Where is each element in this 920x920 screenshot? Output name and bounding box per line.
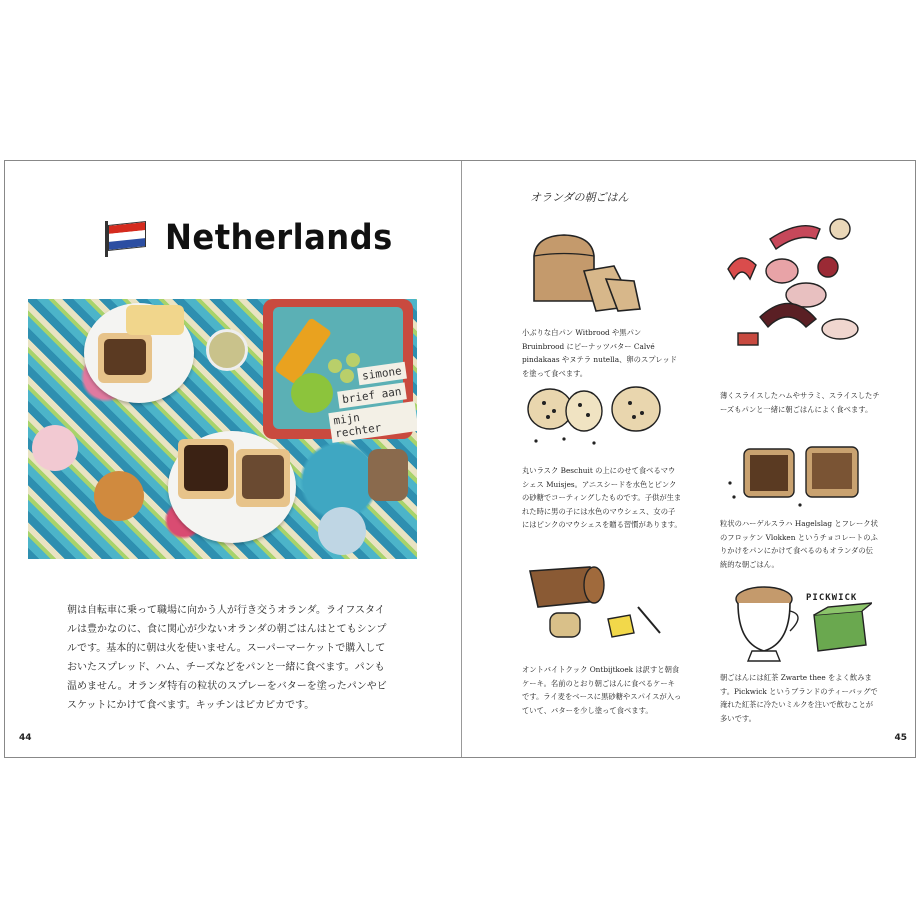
hagelslag-toast-icon (720, 443, 870, 513)
caption-tea: 朝ごはんには紅茶 Zwarte thee をよく飲みます。Pickwick というブランドのティーバッグで淹れた紅茶に冷たいミルクを注いで飲むことが多いです。 (720, 673, 878, 723)
caption-hagelslag: 粒状のハーゲルスラハ Hagelslag とフレーク状のフロッケン Vlokken というチョコレートのふりかけをパンにかけて食べるのもオランダの伝統的な朝ごはん。 (720, 519, 878, 569)
caption-beschuit: 丸いラスク Beschuit の上にのせて食べるマウシェス Muisjes。アニスシードを水色とピンクの砂糖でコーティングしたものです。子供が生まれた時に男の子には水色のマウシェス、女の子にはピンクのマウシェスを贈る習慣があります。 (522, 466, 682, 529)
left-body-text: 朝は自転車に乗って職場に向かう人が行き交うオランダ。ライフスタイルは豊かなのに、食に関心が少ないオランダの朝ごはんはとてもシンプルです。基本的に朝は火を使いません。スーパーマーケットで購入しておいたスプレッド、ハム、チーズなどをパンと一緒に食べます。パンも温めません。オランダ特有の粒状のスプレーをバターを塗ったパンやビスケットにかけて食べます。キッチンはピカピカです。 (67, 605, 387, 711)
netherlands-flag-icon (105, 221, 147, 255)
page-number-left: 44 (19, 733, 32, 743)
right-page (462, 161, 917, 757)
pickwick-label: PICKWICK (806, 593, 858, 603)
bread-loaf-icon (524, 221, 644, 321)
caption-meat: 薄くスライスしたハムやサラミ、スライスしたチーズもパンと一緒に朝ごはんによく食べます。 (720, 391, 880, 414)
beschuit-rusk-icon (524, 383, 664, 449)
caption-bread: 小ぶりな白パン Witbrood や黒パン Bruinbrood にピーナッツバター Calvé pindakaas やヌテラ nutella、卵のスプレッドを塗って食べます。 (522, 328, 678, 378)
title-row (105, 213, 413, 263)
ham-salami-icon (720, 209, 870, 359)
photo-card-line: mijn rechter (328, 401, 417, 443)
book-spread (4, 160, 916, 758)
country-title: Netherlands (165, 218, 393, 258)
photo-card-line: brief aan (337, 382, 406, 408)
caption-ontbijtkoek: オントバイトクック Ontbijtkoek は訳すと朝食ケーキ。名前のとおり朝ごはんに食べるケーキです。ライ麦をベースに黒砂糖やスパイスが入っていて、バターを少し塗って食べます。 (522, 665, 682, 715)
left-page (5, 161, 461, 757)
right-heading: オランダの朝ごはん (530, 191, 629, 204)
breakfast-photo (28, 299, 417, 559)
photo-card-line: simone (357, 362, 407, 385)
ontbijtkoek-cake-icon (520, 557, 670, 647)
page-number-right: 45 (894, 733, 907, 743)
